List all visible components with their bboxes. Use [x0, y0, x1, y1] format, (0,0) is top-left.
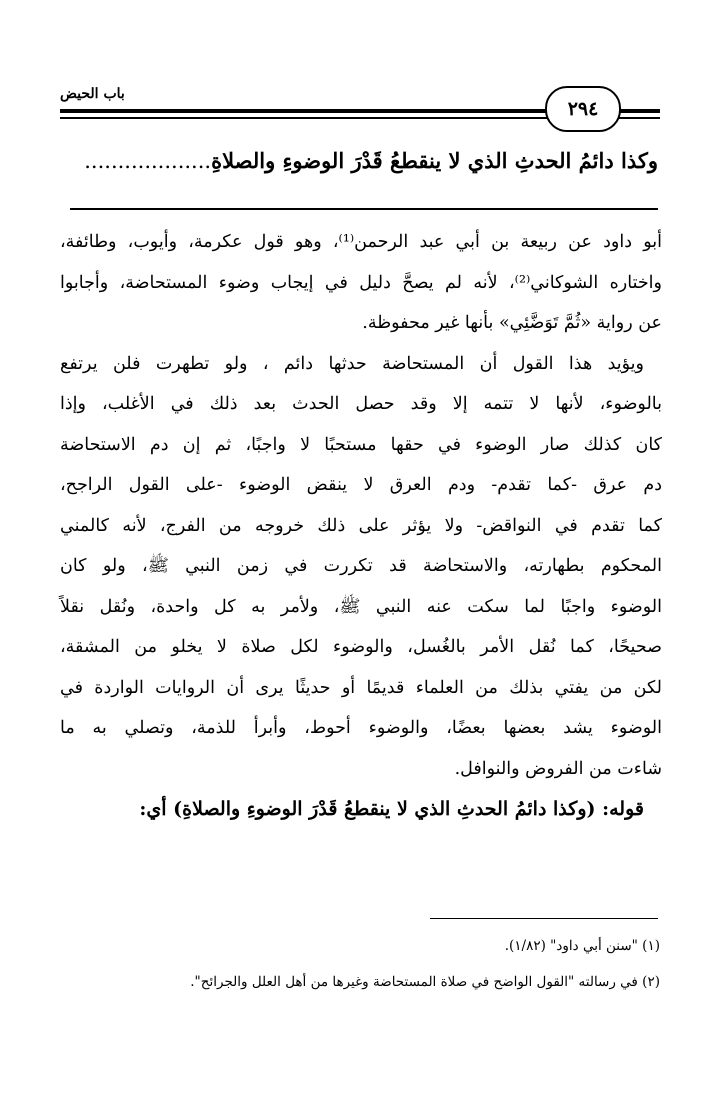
body-line: بالوضوء، لأنها لا تتمه إلا وقد حصل الحدث بعد ذلك في الأغلب، وإذا: [60, 394, 662, 414]
section-heading: [70, 148, 658, 173]
heading-rule: [70, 208, 658, 210]
quoted-heading-line: قوله: (وكذا دائمُ الحدثِ الذي لا ينقطعُ قَدْرَ الوضوءِ والصلاةِ) أي:: [139, 798, 644, 820]
body-line: الوضوء يشد بعضها بعضًا، والوضوء أحوط، وأبرأ للذمة، وتصلي به ما: [60, 718, 662, 738]
footnote-1: (١) "سنن أبي داود" (١/٨٢).: [504, 938, 660, 954]
body-line: شاءت من الفروض والنوافل.: [454, 758, 662, 779]
body-text: [60, 222, 662, 830]
body-line: كان كذلك صار الوضوء في حقها مستحبًا لا واجبًا، ثم إن دم الاستحاضة: [60, 434, 662, 455]
page-header: [60, 84, 660, 128]
footnote-separator: [430, 918, 658, 919]
body-line: المحكوم بطهارته، والاستحاضة قد تكررت في زمن النبي ﷺ، ولو كان: [60, 556, 662, 576]
body-line: دم عرق -كما تقدم- ودم العرق لا ينقض الوضوء -على القول الراجح،: [60, 475, 662, 495]
body-line: عن رواية «ثُمَّ تَوَضَّئِي» بأنها غير محفوظة.: [362, 313, 662, 333]
body-line: الوضوء واجبًا لما سكت عنه النبي ﷺ، ولأمر به كل واحدة، ونُقل نقلاً: [60, 596, 662, 617]
section-name: باب الحيض: [60, 86, 125, 102]
heading-text: وكذا دائمُ الحدثِ الذي لا ينقطعُ قَدْرَ الوضوءِ والصلاةِ: [211, 148, 658, 173]
footnotes: [60, 928, 660, 1000]
footnote-2: (٢) في رسالته "القول الواضح في صلاة المستحاضة وغيرها من أهل العلل والجرائح".: [190, 974, 660, 990]
body-line: ويؤيد هذا القول أن المستحاضة حدثها دائم ، ولو تطهرت فلن يرتفع: [60, 353, 644, 374]
heading-dots: ...................: [84, 149, 212, 173]
body-line: كما تقدم في النواقض- ولا يؤثر على ذلك خروجه من الفرج، لأنه كالمني: [60, 515, 662, 536]
page-number: ٢٩٤: [545, 86, 621, 132]
body-line: صحيحًا، كما نُقل الأمر بالغُسل، والوضوء لكل صلاة لا يخلو من المشقة،: [60, 637, 662, 657]
body-line: واختاره الشوكاني⁽²⁾، لأنه لم يصحَّ دليل في إيجاب وضوء المستحاضة، وأجابوا: [60, 272, 662, 293]
body-line: لكن من يفتي بذلك من العلماء قديمًا أو حديثًا يرى أن الروايات الواردة في: [60, 677, 662, 698]
body-line: أبو داود عن ربيعة بن أبي عبد الرحمن⁽¹⁾، وهو قول عكرمة، وأيوب، وطائفة،: [60, 232, 662, 252]
